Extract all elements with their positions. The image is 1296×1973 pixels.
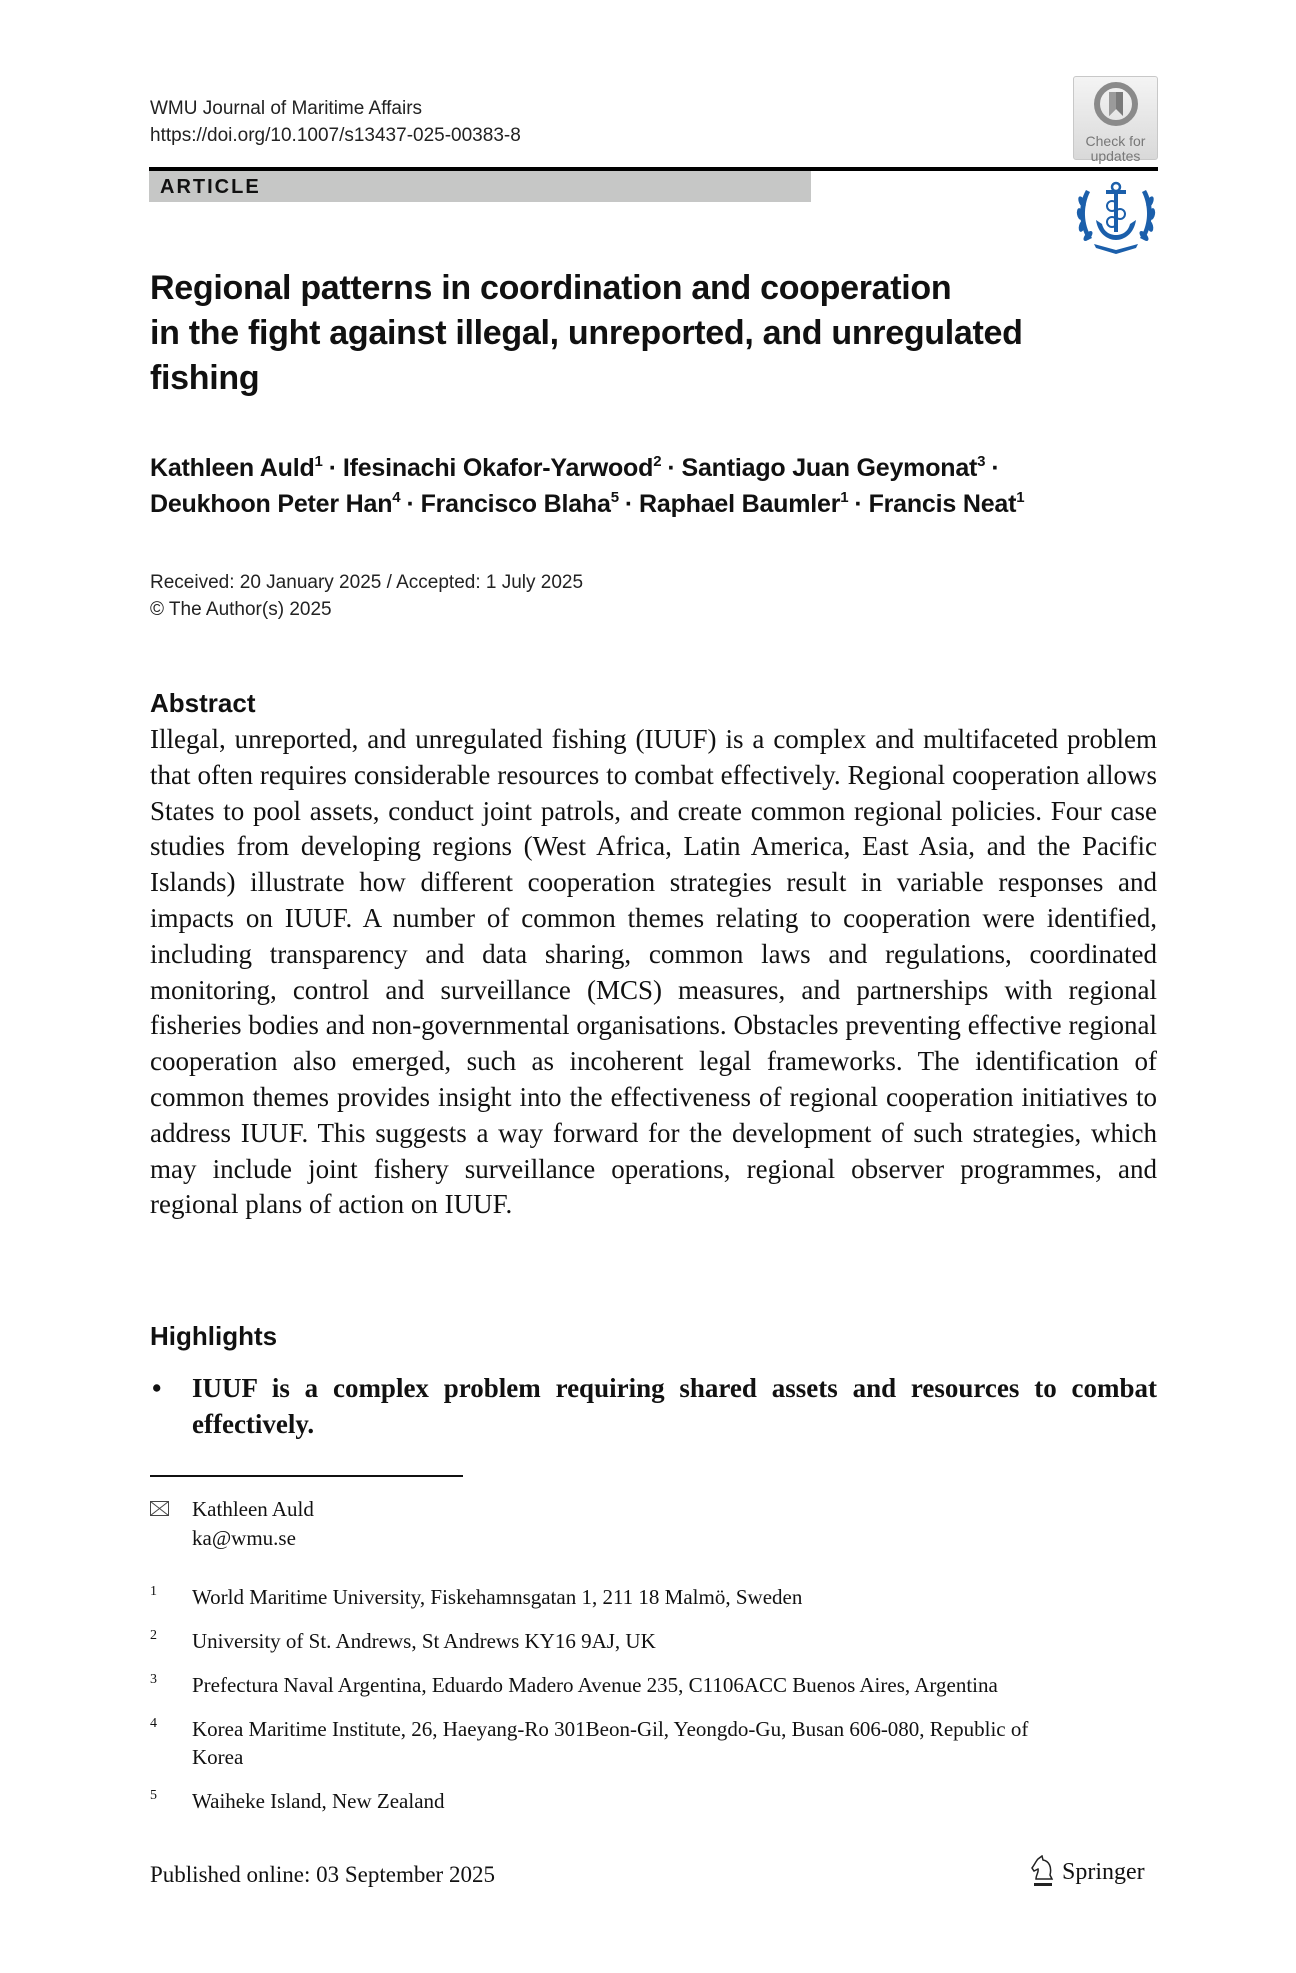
check-for-updates-line2: updates bbox=[1090, 148, 1141, 164]
article-type-label: ARTICLE bbox=[160, 176, 261, 198]
author[interactable]: Francisco Blaha$^5$ bbox=[420, 489, 619, 518]
affiliation-text: Waiheke Island, New Zealand bbox=[192, 1789, 445, 1813]
abstract-heading: Abstract bbox=[150, 688, 256, 718]
author[interactable]: Francis Neat$^1$ bbox=[868, 489, 1025, 518]
footnote-rule bbox=[150, 1475, 463, 1477]
affiliation-text: Prefectura Naval Argentina, Eduardo Madero Avenue 235, C1106ACC Buenos Aires, Argentina bbox=[192, 1673, 998, 1697]
envelope-icon bbox=[150, 1501, 169, 1516]
check-for-updates-badge[interactable] bbox=[1073, 76, 1158, 164]
published-online-date: Published online: 03 September 2025 bbox=[150, 1862, 495, 1887]
publisher-name: Springer bbox=[1062, 1858, 1145, 1885]
author[interactable]: Raphael Baumler$^1$ bbox=[639, 489, 849, 518]
imo-anchor-emblem-icon bbox=[1072, 180, 1160, 256]
highlights-heading: Highlights bbox=[150, 1321, 278, 1351]
doi-link[interactable]: https://doi.org/10.1007/s13437-025-00383-8 bbox=[150, 125, 521, 146]
author[interactable]: Kathleen Auld$^1$ bbox=[150, 453, 323, 482]
title-line: fishing bbox=[150, 359, 260, 397]
affiliation-number: 4 bbox=[150, 1716, 157, 1731]
corresponding-author-email[interactable]: ka@wmu.se bbox=[192, 1526, 296, 1550]
check-for-updates-line1: Check for bbox=[1085, 133, 1146, 149]
affiliation-text: University of St. Andrews, St Andrews KY16 9AJ, UK bbox=[192, 1629, 656, 1653]
bullet-icon: • bbox=[152, 1373, 162, 1403]
author-line-2: Deukhoon Peter Han$^4$ · Francisco Blaha$^5$ · Raphael Baumler$^1$ · Francis Neat$^1$ bbox=[150, 489, 1025, 518]
title-line: Regional patterns in coordination and cooperation bbox=[150, 269, 952, 307]
author[interactable]: Deukhoon Peter Han$^4$ bbox=[150, 489, 401, 518]
highlights-list bbox=[150, 1370, 1157, 1442]
title-line: in the fight against illegal, unreported, and unregulated bbox=[150, 314, 1023, 352]
copyright-notice: © The Author(s) 2025 bbox=[150, 599, 332, 620]
corresponding-author-name: Kathleen Auld bbox=[192, 1497, 314, 1521]
author-line-1: Kathleen Auld$^1$ · Ifesinachi Okafor-Yarwood$^2$ · Santiago Juan Geymonat$^3$ · bbox=[150, 453, 1000, 482]
article-title bbox=[150, 266, 1050, 401]
author[interactable]: Santiago Juan Geymonat$^3$ bbox=[681, 453, 986, 482]
affiliation-text: World Maritime University, Fiskehamnsgatan 1, 211 18 Malmö, Sweden bbox=[192, 1585, 803, 1609]
author[interactable]: Ifesinachi Okafor-Yarwood$^2$ bbox=[342, 453, 662, 482]
affiliation-number: 5 bbox=[150, 1788, 157, 1803]
affiliation-number: 3 bbox=[150, 1672, 157, 1687]
author-list bbox=[150, 450, 1160, 522]
springer-horse-icon bbox=[1030, 1855, 1056, 1889]
received-accepted-dates: Received: 20 January 2025 / Accepted: 1 July 2025 bbox=[150, 572, 584, 593]
highlight-item: • IUUF is a complex problem requiring shared assets and resources to combat effectively. bbox=[150, 1370, 1157, 1442]
affiliation-number: 2 bbox=[150, 1628, 157, 1643]
affiliation-number: 1 bbox=[150, 1584, 157, 1599]
journal-name: WMU Journal of Maritime Affairs bbox=[150, 98, 423, 119]
check-for-updates-icon bbox=[1094, 82, 1138, 126]
affiliation-text: Korea Maritime Institute, 26, Haeyang-Ro 301Beon-Gil, Yeongdo-Gu, Busan 606-080, Republic of Korea bbox=[192, 1717, 1029, 1769]
springer-logo bbox=[1030, 1852, 1145, 1892]
abstract-text: Illegal, unreported, and unregulated fishing (IUUF) is a complex and multifaceted problem that often requires considerable resources to combat effectively. Regional cooperation allows States to pool assets, conduct joint patrols, and create common regional policies. Four case studies from developing regions (West Africa, Latin America, East Asia, and the Pacific Islands) illustrate how different cooperation strategies result in variable responses and impacts on IUUF. A number of common themes relating to cooperation were identified, including transparency and data sharing, common laws and regulations, coordinated monitoring, control and surveillance (MCS) measures, and partnerships with regional fisheries bodies and non-governmental organisations. Obstacles preventing effective regional cooperation also emerged, such as incoherent legal frameworks. The identification of common themes provides insight into the effectiveness of regional cooperation initiatives to address IUUF. This suggests a way forward for the development of such strategies, which may include joint fishery surveillance operations, regional observer programmes, and regional plans of action on IUUF. bbox=[150, 724, 1157, 1220]
